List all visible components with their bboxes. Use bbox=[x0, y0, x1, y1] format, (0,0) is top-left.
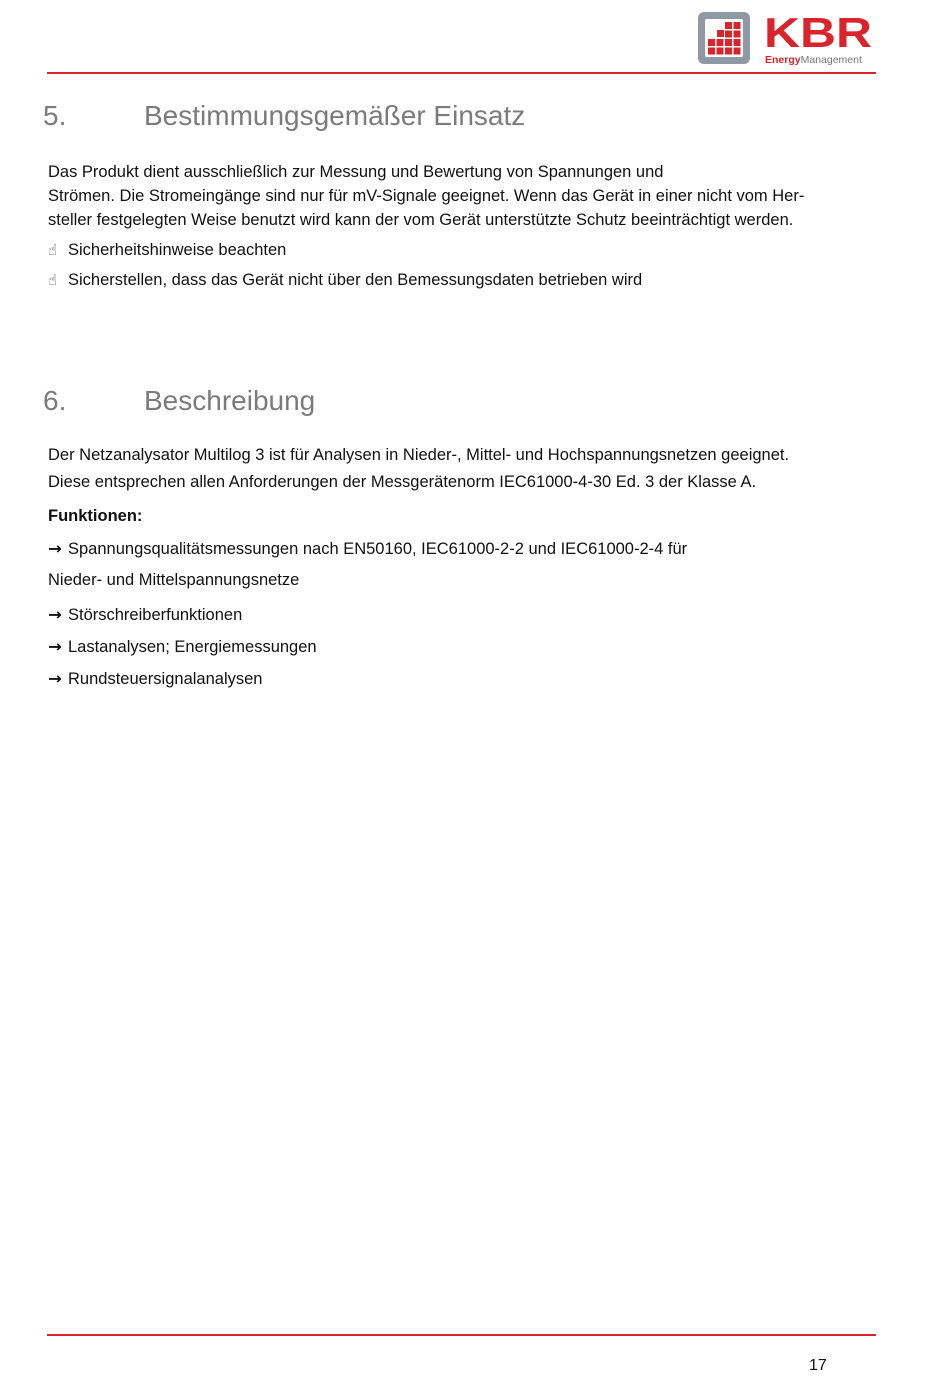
function-item bbox=[48, 637, 317, 657]
function-text: Spannungsqualitätsmessungen nach EN50160, IEC61000-2-2 und IEC61000-2-4 für bbox=[68, 540, 688, 558]
section-5-number: 5. bbox=[43, 100, 67, 131]
logo-grid-cell bbox=[708, 48, 715, 55]
function-text: Rundsteuersignalanalysen bbox=[68, 670, 263, 688]
section-5-title: Bestimmungsgemäßer Einsatz bbox=[144, 100, 526, 131]
hand-icon: ☝ bbox=[48, 271, 58, 289]
arrow-right-icon: → bbox=[48, 539, 62, 558]
logo-grid-cell bbox=[717, 48, 724, 55]
logo-grid-cell bbox=[717, 30, 724, 37]
kbr-logo bbox=[697, 10, 877, 68]
hand-icon: ☝ bbox=[48, 241, 58, 259]
logo-name: KBR bbox=[764, 10, 872, 56]
logo-grid-cell bbox=[708, 39, 715, 46]
section-5-line-2: Strömen. Die Stromeingänge sind nur für mV-Signale geeignet. Wenn das Gerät in einer nicht vom Her- bbox=[48, 187, 805, 205]
function-item bbox=[48, 539, 687, 559]
logo-grid-cell bbox=[725, 39, 732, 46]
logo-tagline-energy: Energy bbox=[765, 54, 801, 66]
logo-grid-cell bbox=[725, 31, 732, 38]
function-item bbox=[48, 669, 262, 689]
footer-rule bbox=[47, 1334, 876, 1336]
arrow-right-icon: → bbox=[48, 637, 62, 656]
section-5-paragraph bbox=[48, 160, 804, 232]
function-text: Störschreiberfunktionen bbox=[68, 606, 243, 624]
bullet-item bbox=[48, 271, 642, 290]
logo-grid-cell bbox=[734, 31, 741, 38]
arrow-right-icon: → bbox=[48, 669, 62, 688]
logo-grid-cell bbox=[734, 22, 741, 29]
bullet-text: Sicherheitshinweise beachten bbox=[68, 241, 287, 259]
section-6-line-1: Der Netzanalysator Multilog 3 ist für Analysen in Nieder-, Mittel- und Hochspannungsnetzen geeignet. bbox=[48, 446, 790, 464]
header-rule bbox=[47, 72, 876, 74]
logo-grid-cell bbox=[725, 22, 732, 29]
bullet-text: Sicherstellen, dass das Gerät nicht über den Bemessungsdaten betrieben wird bbox=[68, 271, 643, 289]
logo-tagline-management: Management bbox=[800, 54, 862, 66]
arrow-right-icon: → bbox=[48, 605, 62, 624]
section-6-number: 6. bbox=[43, 385, 67, 416]
function-text: Lastanalysen; Energiemessungen bbox=[68, 638, 317, 656]
section-6-title: Beschreibung bbox=[144, 385, 316, 416]
functions-label: Funktionen: bbox=[48, 507, 143, 525]
section-5-line-3: steller festgelegten Weise benutzt wird kann der vom Gerät unterstützte Schutz beeinträchtigt werden. bbox=[48, 211, 794, 229]
function-item bbox=[48, 605, 242, 625]
bullet-item bbox=[48, 241, 286, 260]
logo-grid-cell bbox=[725, 48, 732, 55]
function-continuation: Nieder- und Mittelspannungsnetze bbox=[48, 571, 300, 589]
logo-grid-cell bbox=[734, 48, 741, 55]
page-number: 17 bbox=[809, 1357, 827, 1374]
section-6-heading bbox=[43, 385, 315, 417]
section-5-line-1: Das Produkt dient ausschließlich zur Messung und Bewertung von Spannungen und bbox=[48, 163, 664, 181]
logo-tagline bbox=[765, 54, 862, 66]
logo-grid-cell bbox=[734, 39, 741, 46]
section-6-line-2: Diese entsprechen allen Anforderungen der Messgerätenorm IEC61000-4-30 Ed. 3 der Klasse A. bbox=[48, 473, 757, 491]
section-5-heading bbox=[43, 100, 525, 132]
logo-grid-cell bbox=[717, 39, 724, 46]
